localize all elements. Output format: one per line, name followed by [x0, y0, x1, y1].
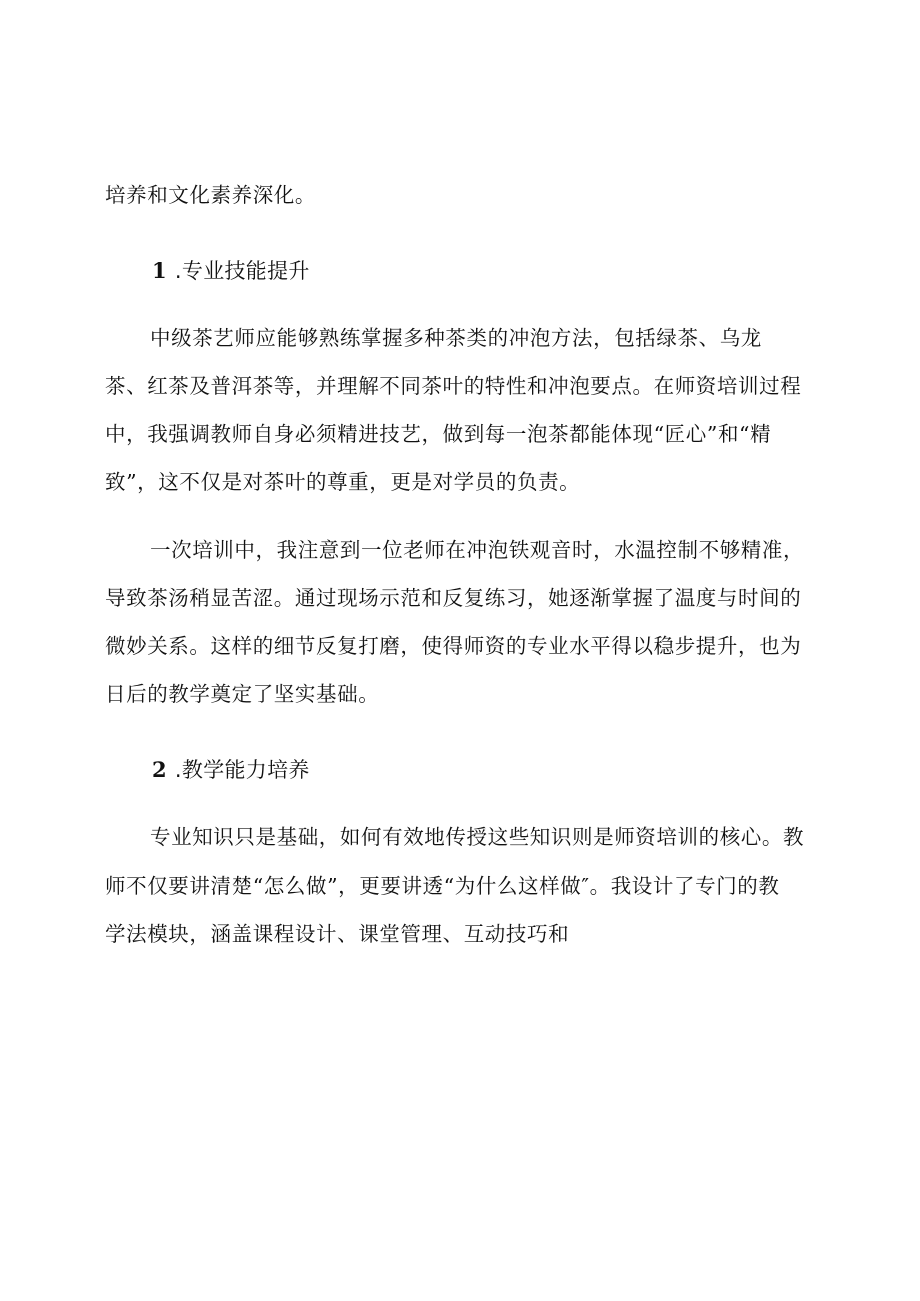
paragraph-line: 日后的教学奠定了坚实基础。: [105, 682, 380, 706]
paragraph-line: 中，我强调教师自身必须精进技艺，做到每一泡茶都能体现“匠心”和“精: [105, 422, 772, 446]
section-1-number: 1: [152, 258, 167, 283]
paragraph-line: 导致茶汤稍显苦涩。通过现场示范和反复练习，她逐渐掌握了温度与时间的: [105, 586, 802, 610]
section-2-title: .教学能力培养: [174, 758, 310, 782]
paragraph-line: 师不仅要讲清楚“怎么做”，更要讲透“为什么这样做″。我设计了专门的教: [105, 874, 780, 898]
paragraph-line: 专业知识只是基础，如何有效地传授这些知识则是师资培训的核心。教: [150, 825, 805, 849]
paragraph-line: 中级茶艺师应能够熟练掌握多种茶类的冲泡方法，包括绿茶、乌龙: [150, 326, 762, 350]
paragraph-line: 学法模块，涵盖课程设计、课堂管理、互动技巧和: [105, 922, 570, 946]
section-2-number: 2: [152, 757, 167, 782]
section-1-heading: [152, 256, 310, 286]
paragraph-line: 微妙关系。这样的细节反复打磨，使得师资的专业水平得以稳步提升，也为: [105, 634, 802, 658]
section-2-heading: [152, 755, 310, 785]
paragraph-line: 一次培训中，我注意到一位老师在冲泡铁观音时，水温控制不够精准，: [150, 538, 805, 562]
intro-tail-text: 培养和文化素养深化。: [105, 183, 316, 207]
paragraph-line: 致”，这不仅是对茶叶的尊重，更是对学员的负责。: [105, 470, 581, 494]
paragraph-line: 茶、红茶及普洱茶等，并理解不同茶叶的特性和冲泡要点。在师资培训过程: [105, 374, 802, 398]
section-1-title: .专业技能提升: [174, 259, 310, 283]
